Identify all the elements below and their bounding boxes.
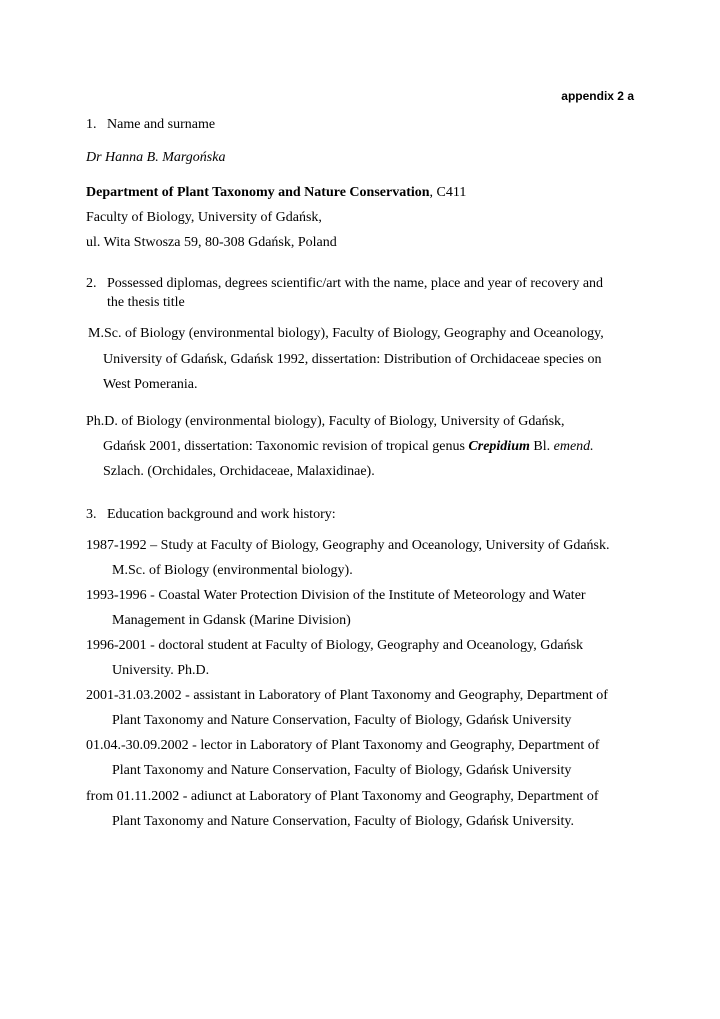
section-1-number: 1.: [86, 117, 97, 132]
msc-line3: West Pomerania.: [103, 377, 198, 392]
history-entry-3-line2: University. Ph.D.: [112, 663, 210, 678]
department-line: [86, 185, 466, 201]
msc-line1: M.Sc. of Biology (environmental biology), Faculty of Biology, Geography and Oceanology,: [88, 326, 604, 341]
history-entry-3-line1: 1996-2001 - doctoral student at Faculty of Biology, Geography and Oceanology, Gdańsk: [86, 638, 584, 653]
address-line: ul. Wita Stwosza 59, 80-308 Gdańsk, Poland: [86, 235, 337, 250]
genus-name: Crepidium: [468, 439, 530, 454]
department-name: Department of Plant Taxonomy and Nature Conservation: [86, 185, 430, 200]
section-2-heading-line2: the thesis title: [107, 295, 185, 310]
history-entry-5-line1: 01.04.-30.09.2002 - lector in Laboratory of Plant Taxonomy and Geography, Department of: [86, 738, 600, 753]
phd-line2: [103, 439, 594, 455]
section-2-number: 2.: [86, 276, 97, 291]
msc-line2: University of Gdańsk, Gdańsk 1992, dissertation: Distribution of Orchidaceae species on: [103, 352, 602, 367]
phd-line2-text: Gdańsk 2001, dissertation: Taxonomic revision of tropical genus: [103, 439, 469, 454]
history-entry-5-line2: Plant Taxonomy and Nature Conservation, Faculty of Biology, Gdańsk University: [112, 763, 572, 778]
section-3-number: 3.: [86, 507, 97, 522]
person-name: Dr Hanna B. Margońska: [86, 150, 226, 165]
history-entry-6-line1: from 01.11.2002 - adiunct at Laboratory of Plant Taxonomy and Geography, Department of: [86, 789, 599, 804]
section-2-heading-line1: Possessed diplomas, degrees scientific/art with the name, place and year of recovery and: [107, 276, 604, 291]
appendix-label: appendix 2 a: [561, 89, 634, 103]
history-entry-1-line2: M.Sc. of Biology (environmental biology).: [112, 563, 353, 578]
section-1-heading: Name and surname: [107, 117, 216, 132]
faculty-line: Faculty of Biology, University of Gdańsk,: [86, 210, 322, 225]
history-entry-1-line1: 1987-1992 – Study at Faculty of Biology, Geography and Oceanology, University of Gdańsk.: [86, 538, 610, 553]
history-entry-2-line1: 1993-1996 - Coastal Water Protection Division of the Institute of Meteorology and Water: [86, 588, 586, 603]
history-entry-2-line2: Management in Gdansk (Marine Division): [112, 613, 351, 628]
department-room: , C411: [429, 185, 467, 200]
phd-line2-emend: emend.: [553, 439, 594, 454]
history-entry-4-line2: Plant Taxonomy and Nature Conservation, Faculty of Biology, Gdańsk University: [112, 713, 572, 728]
history-entry-4-line1: 2001-31.03.2002 - assistant in Laboratory of Plant Taxonomy and Geography, Department of: [86, 688, 608, 703]
history-entry-6-line2: Plant Taxonomy and Nature Conservation, Faculty of Biology, Gdańsk University.: [112, 814, 574, 829]
phd-line3: Szlach. (Orchidales, Orchidaceae, Malaxidinae).: [103, 464, 375, 479]
phd-line1: Ph.D. of Biology (environmental biology), Faculty of Biology, University of Gdańsk,: [86, 414, 565, 429]
section-3-heading: Education background and work history:: [107, 507, 336, 522]
phd-line2-author: Bl.: [529, 439, 554, 454]
